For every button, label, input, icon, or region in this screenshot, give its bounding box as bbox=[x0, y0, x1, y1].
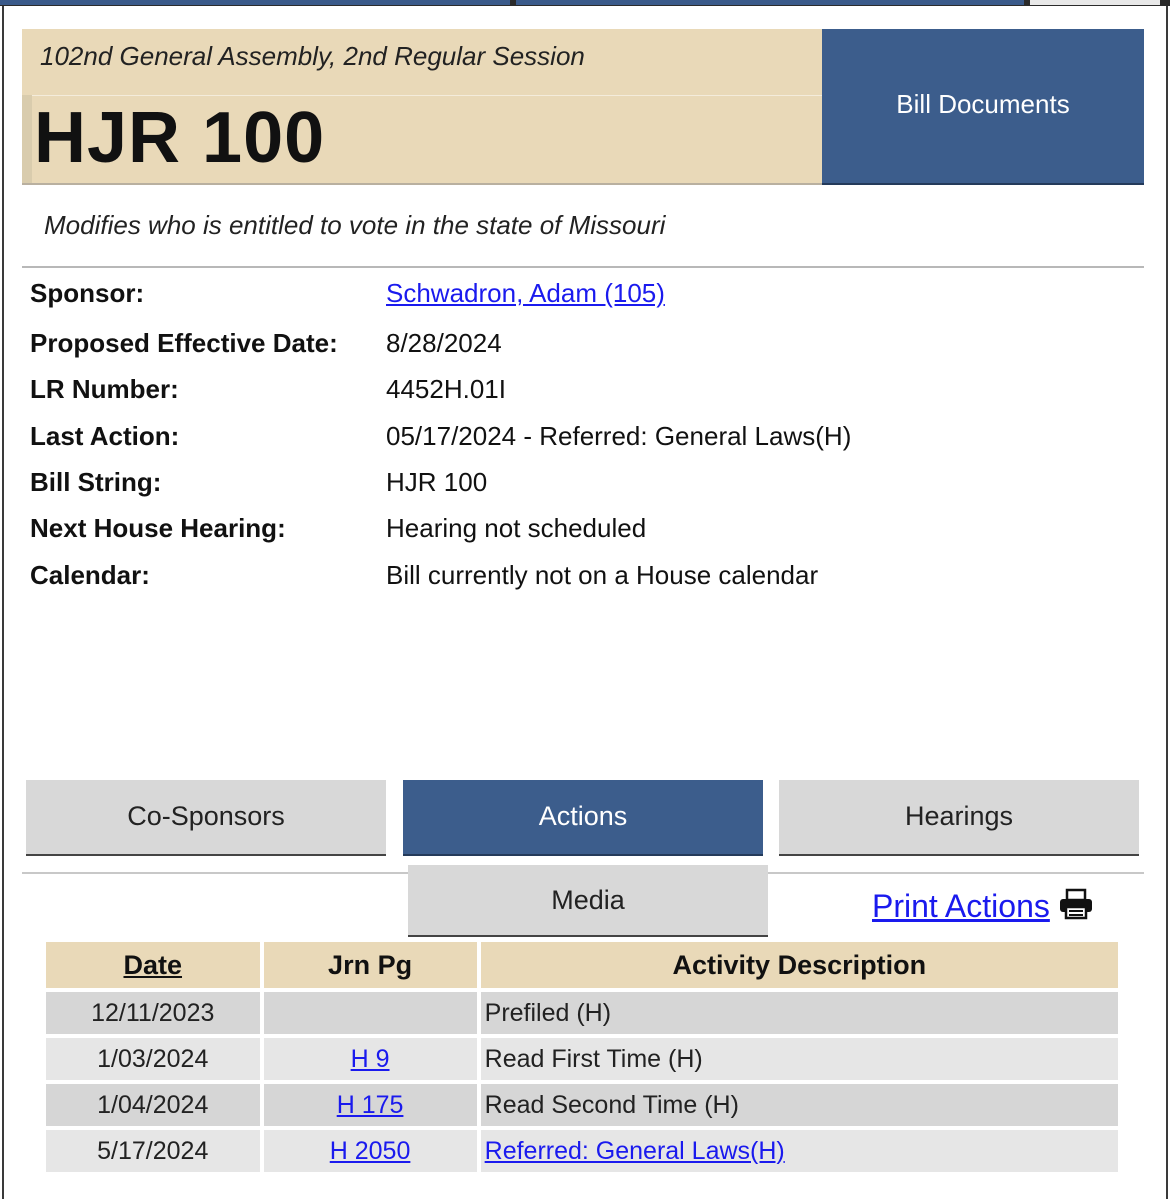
info-value: 05/17/2024 - Referred: General Laws(H) bbox=[386, 421, 852, 451]
info-value: 8/28/2024 bbox=[386, 328, 502, 358]
info-label: Last Action: bbox=[30, 421, 180, 451]
cell-activity: Read Second Time (H) bbox=[481, 1084, 1118, 1126]
info-label: Proposed Effective Date: bbox=[30, 328, 338, 358]
top-nav-tab-3[interactable] bbox=[1030, 0, 1160, 5]
column-header-activity: Activity Description bbox=[481, 942, 1118, 988]
bill-header bbox=[22, 29, 822, 185]
tab-actions[interactable]: Actions bbox=[403, 780, 763, 856]
table-row bbox=[46, 1084, 1118, 1126]
journal-page-link[interactable]: H 2050 bbox=[329, 1136, 411, 1165]
info-value: Hearing not scheduled bbox=[386, 513, 647, 543]
table-row bbox=[46, 992, 1118, 1034]
journal-page-link[interactable]: H 9 bbox=[350, 1044, 390, 1073]
cell-activity: Prefiled (H) bbox=[481, 992, 1118, 1034]
table-row bbox=[46, 1038, 1118, 1080]
info-label: Sponsor: bbox=[30, 278, 145, 308]
activity-link[interactable]: Referred: General Laws(H) bbox=[484, 1136, 785, 1165]
section-divider bbox=[22, 266, 1144, 268]
info-label: Calendar: bbox=[30, 560, 150, 590]
printer-icon bbox=[1058, 888, 1094, 928]
cell-activity bbox=[481, 1130, 1118, 1172]
cell-date: 1/03/2024 bbox=[46, 1038, 260, 1080]
print-actions-link[interactable] bbox=[872, 888, 1094, 928]
cell-jrn-pg bbox=[264, 992, 477, 1034]
header-divider bbox=[22, 95, 822, 96]
top-nav-tab-1[interactable] bbox=[0, 0, 510, 5]
bill-description: Modifies who is entitled to vote in the state of Missouri bbox=[44, 210, 666, 240]
session-title: 102nd General Assembly, 2nd Regular Session bbox=[40, 41, 585, 71]
info-label: Next House Hearing: bbox=[30, 513, 286, 543]
sponsor-link[interactable]: Schwadron, Adam (105) bbox=[386, 278, 665, 308]
cell-date: 12/11/2023 bbox=[46, 992, 260, 1034]
cell-jrn-pg bbox=[264, 1038, 477, 1080]
bill-documents-button[interactable]: Bill Documents bbox=[822, 29, 1144, 183]
tab-hearings[interactable]: Hearings bbox=[779, 780, 1139, 856]
header-edge bbox=[22, 95, 32, 183]
cell-date: 5/17/2024 bbox=[46, 1130, 260, 1172]
top-nav-tab-2[interactable] bbox=[516, 0, 1024, 5]
table-row bbox=[46, 1130, 1118, 1172]
info-label: LR Number: bbox=[30, 374, 179, 404]
cell-date: 1/04/2024 bbox=[46, 1084, 260, 1126]
tab-media[interactable]: Media bbox=[408, 865, 768, 937]
table-header-row bbox=[46, 942, 1118, 988]
info-label: Bill String: bbox=[30, 467, 162, 497]
bill-number: HJR 100 bbox=[34, 98, 326, 178]
actions-table bbox=[42, 938, 1122, 1176]
column-header-date[interactable]: Date bbox=[46, 942, 260, 988]
cell-jrn-pg bbox=[264, 1084, 477, 1126]
cell-activity: Read First Time (H) bbox=[481, 1038, 1118, 1080]
tab-co-sponsors[interactable]: Co-Sponsors bbox=[26, 780, 386, 856]
info-value: 4452H.01I bbox=[386, 374, 506, 404]
info-value: HJR 100 bbox=[386, 467, 488, 497]
journal-page-link[interactable]: H 175 bbox=[336, 1090, 404, 1119]
cell-jrn-pg bbox=[264, 1130, 477, 1172]
column-header-jrn-pg: Jrn Pg bbox=[264, 942, 477, 988]
print-actions-label: Print Actions bbox=[872, 888, 1050, 924]
info-value: Bill currently not on a House calendar bbox=[386, 560, 819, 590]
